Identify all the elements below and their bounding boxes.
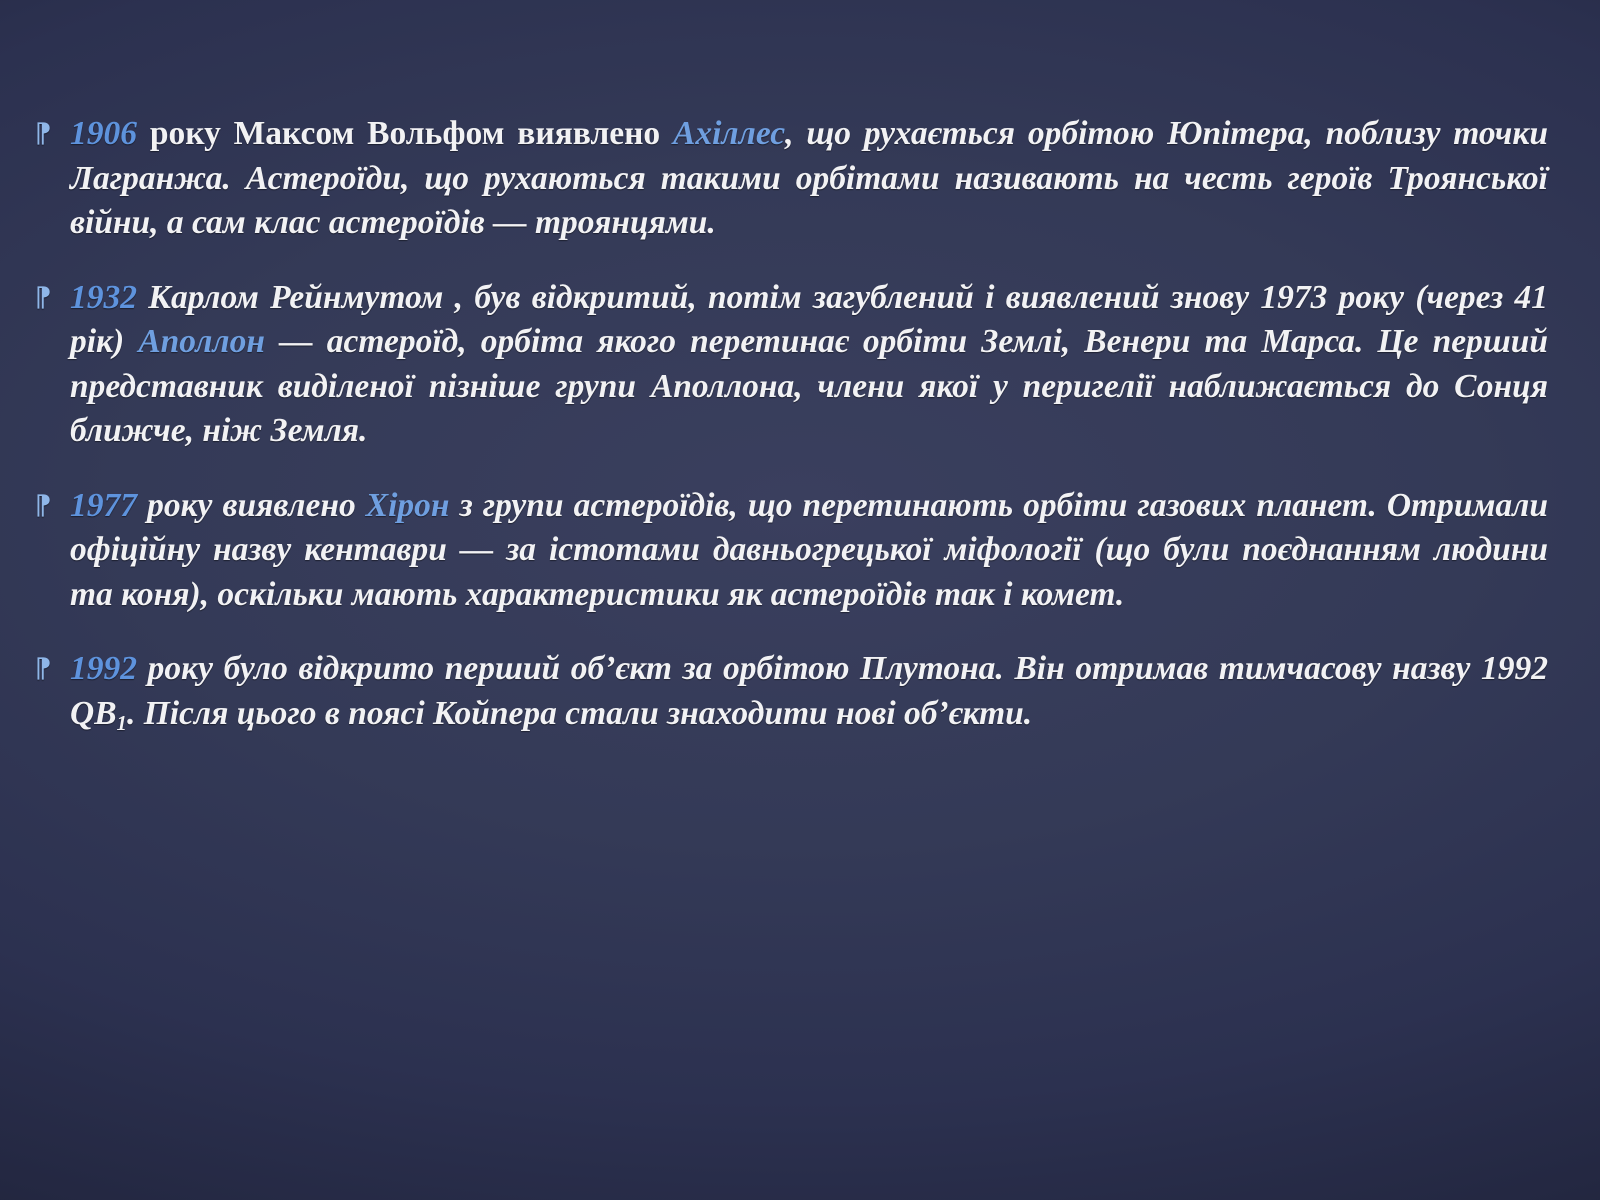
bullet-text-part2: , що рухається орбітою Юпітера, поблизу точки Лагранжа. Астероїди, що рухаються такими орбітами називають на честь героїв Троянської війни, а сам клас астероїдів — троянцями. (70, 115, 1548, 242)
bullet-text-part2: . Після цього в поясі Койпера стали знаходити нові об’єкти. (126, 695, 1033, 733)
bullet-marker-icon: ⁋ (34, 653, 52, 684)
bullet-text-part1: року виявлено (137, 486, 366, 524)
bullet-marker-icon: ⁋ (34, 489, 52, 520)
year-label: 1906 (70, 115, 137, 152)
year-label: 1932 (70, 278, 137, 316)
year-label: 1992 (70, 650, 137, 688)
bullet-text-part1: Карлом Рейнмутом , був відкритий, потім загублений і виявлений знову 1973 року (через 41 рік) (70, 278, 1548, 361)
accent-term: Аполлон (138, 323, 265, 361)
list-item (18, 647, 1548, 736)
bullet-text-part1: року Максом Вольфом виявлено (137, 115, 674, 152)
bullet-list (18, 112, 1548, 737)
bullet-text-part2: — астероїд, орбіта якого перетинає орбіти Землі, Венери та Марса. Це перший представник виділеної пізніше групи Аполлона, члени якої у перигелії наближається до Сонця ближче, ніж Земля. (70, 323, 1548, 450)
subscript-label: 1 (116, 711, 127, 735)
bullet-marker-icon: ⁋ (34, 118, 52, 148)
bullet-text-part1: року було відкрито перший об’єкт за орбітою Плутона. Він отримав тимчасову назву 1992 QB (70, 650, 1548, 733)
slide-body (0, 112, 1600, 737)
accent-term: Хірон (365, 486, 450, 524)
year-label: 1977 (70, 486, 137, 524)
bullet-marker-icon: ⁋ (34, 281, 52, 312)
list-item (18, 276, 1548, 454)
list-item (18, 484, 1548, 618)
bullet-text-part2: з групи астероїдів, що перетинають орбіти газових планет. Отримали офіційну назву кентаври — за істотами давньогрецької міфології (що були поєднанням людини та коня), оскільки мають характеристики як астероїдів так і комет. (70, 486, 1548, 613)
list-item (18, 112, 1548, 246)
accent-term: Ахіллес (673, 115, 786, 152)
